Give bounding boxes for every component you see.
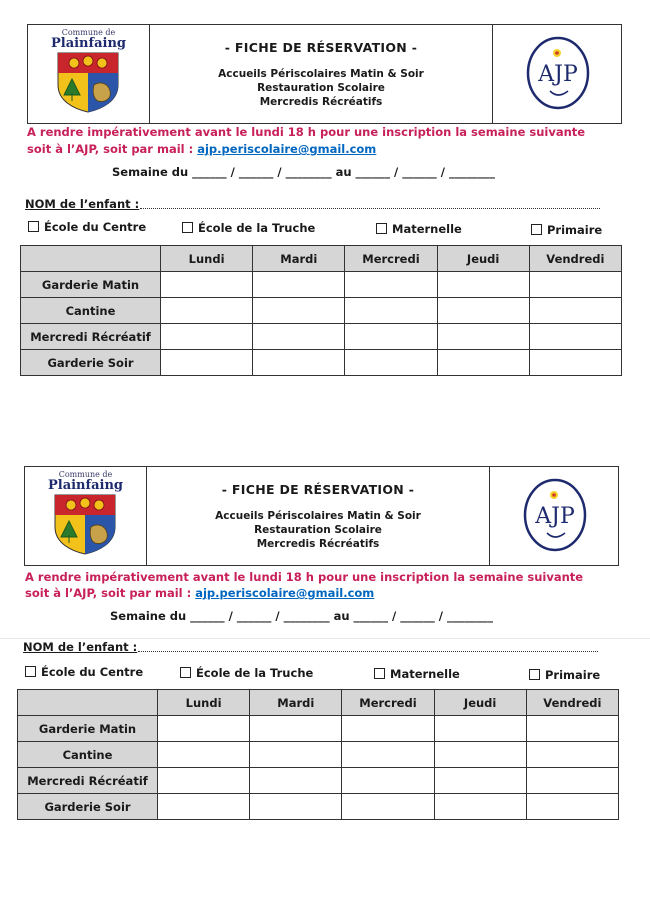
table-corner: [21, 246, 161, 272]
row-label: Mercredi Récréatif: [21, 324, 161, 350]
option-label: Maternelle: [392, 222, 462, 236]
table-header-row: [21, 246, 622, 272]
ajp-letters: AJP: [535, 504, 575, 529]
separator-line: [0, 638, 650, 639]
table-cell[interactable]: [342, 742, 434, 768]
commune-name: Plainfaing: [47, 478, 124, 493]
day-header: Mardi: [250, 690, 342, 716]
checkbox-icon[interactable]: [182, 222, 193, 233]
deadline-line-2: [27, 142, 376, 156]
commune-name: Plainfaing: [50, 36, 127, 51]
table-cell[interactable]: [345, 324, 437, 350]
table-cell[interactable]: [345, 298, 437, 324]
table-cell[interactable]: [437, 324, 529, 350]
table-cell[interactable]: [437, 298, 529, 324]
week-field[interactable]: Semaine du ______ / ______ / ________ au ______ / ______ / ________: [112, 165, 495, 179]
row-label: Garderie Matin: [18, 716, 158, 742]
form-header: [27, 24, 622, 124]
table-row: [18, 742, 619, 768]
table-row: [18, 768, 619, 794]
table-cell[interactable]: [158, 794, 250, 820]
commune-logo-cell: [28, 25, 150, 123]
title-cell: [147, 467, 490, 565]
form-header: [24, 466, 619, 566]
table-cell[interactable]: [253, 298, 345, 324]
title-cell: [150, 25, 493, 123]
row-label: Garderie Soir: [18, 794, 158, 820]
deadline-text: A rendre impérativement avant le lundi 18 h pour une inscription la semaine suivante: [25, 570, 584, 584]
option-ecole-centre[interactable]: [25, 665, 143, 679]
option-maternelle[interactable]: [376, 222, 462, 236]
table-row: [21, 350, 622, 376]
table-cell[interactable]: [529, 350, 621, 376]
table-row: [18, 716, 619, 742]
reservation-table: [17, 689, 619, 820]
day-header: Lundi: [161, 246, 253, 272]
table-cell[interactable]: [529, 298, 621, 324]
email-link[interactable]: ajp.periscolaire@gmail.com: [197, 142, 377, 156]
table-cell[interactable]: [253, 350, 345, 376]
checkbox-icon[interactable]: [529, 669, 540, 680]
ajp-letters: AJP: [538, 62, 578, 87]
table-cell[interactable]: [161, 350, 253, 376]
table-cell[interactable]: [345, 272, 437, 298]
table-cell[interactable]: [158, 742, 250, 768]
ajp-logo-cell: [490, 467, 618, 565]
table-cell[interactable]: [437, 350, 529, 376]
option-ecole-centre[interactable]: [28, 220, 146, 234]
checkbox-icon[interactable]: [531, 224, 542, 235]
coat-of-arms-icon: [53, 493, 117, 555]
day-header: Mercredi: [342, 690, 434, 716]
table-cell[interactable]: [526, 768, 618, 794]
option-label: École de la Truche: [198, 221, 316, 235]
week-field[interactable]: Semaine du ______ / ______ / ________ au ______ / ______ / ________: [110, 609, 493, 623]
ajp-logo-cell: [493, 25, 621, 123]
checkbox-icon[interactable]: [28, 221, 39, 232]
table-cell[interactable]: [253, 324, 345, 350]
table-row: [21, 272, 622, 298]
subtitle-mercredis: Mercredis Récréatifs: [259, 96, 383, 108]
table-cell[interactable]: [526, 742, 618, 768]
child-name-label: NOM de l’enfant :: [25, 197, 140, 211]
form-title: - FICHE DE RÉSERVATION -: [224, 40, 418, 55]
table-row: [18, 794, 619, 820]
option-label: Primaire: [547, 223, 603, 237]
day-header: Vendredi: [529, 246, 621, 272]
table-cell[interactable]: [342, 794, 434, 820]
ajp-logo-icon: [524, 35, 592, 111]
table-cell[interactable]: [250, 768, 342, 794]
row-label: Garderie Matin: [21, 272, 161, 298]
subtitle-restauration: Restauration Scolaire: [254, 524, 382, 536]
table-row: [21, 324, 622, 350]
checkbox-icon[interactable]: [25, 666, 36, 677]
email-link[interactable]: ajp.periscolaire@gmail.com: [195, 586, 375, 600]
row-label: Cantine: [18, 742, 158, 768]
form-title: - FICHE DE RÉSERVATION -: [221, 482, 415, 497]
deadline-prefix: soit à l’AJP, soit par mail :: [25, 586, 192, 600]
option-label: École de la Truche: [196, 666, 314, 680]
table-cell[interactable]: [529, 324, 621, 350]
child-name-field[interactable]: [138, 650, 598, 652]
table-cell[interactable]: [161, 324, 253, 350]
day-header: Mardi: [253, 246, 345, 272]
option-ecole-truche[interactable]: [182, 221, 315, 235]
reservation-table: [20, 245, 622, 376]
table-header-row: [18, 690, 619, 716]
option-label: École du Centre: [44, 220, 147, 234]
deadline-prefix: soit à l’AJP, soit par mail :: [27, 142, 194, 156]
subtitle-accueils: Accueils Périscolaires Matin & Soir: [218, 68, 424, 80]
table-cell[interactable]: [253, 272, 345, 298]
row-label: Mercredi Récréatif: [18, 768, 158, 794]
table-cell[interactable]: [434, 768, 526, 794]
ajp-logo-icon: [521, 477, 589, 553]
table-cell[interactable]: [437, 272, 529, 298]
table-cell[interactable]: [250, 742, 342, 768]
table-cell[interactable]: [434, 716, 526, 742]
table-cell[interactable]: [345, 350, 437, 376]
reservation-form-1: [0, 24, 650, 464]
option-maternelle[interactable]: [374, 667, 460, 681]
option-label: École du Centre: [41, 665, 144, 679]
table-cell[interactable]: [158, 716, 250, 742]
table-cell[interactable]: [342, 768, 434, 794]
option-ecole-truche[interactable]: [180, 666, 313, 680]
option-label: Maternelle: [390, 667, 460, 681]
child-name-label: NOM de l’enfant :: [23, 640, 138, 654]
option-label: Primaire: [545, 668, 601, 682]
checkbox-icon[interactable]: [180, 667, 191, 678]
subtitle-restauration: Restauration Scolaire: [257, 82, 385, 94]
day-header: Lundi: [158, 690, 250, 716]
subtitle-accueils: Accueils Périscolaires Matin & Soir: [215, 510, 421, 522]
table-cell[interactable]: [161, 272, 253, 298]
coat-of-arms-icon: [56, 51, 120, 113]
option-primaire[interactable]: [531, 223, 602, 237]
row-label: Cantine: [21, 298, 161, 324]
table-cell[interactable]: [526, 794, 618, 820]
row-label: Garderie Soir: [21, 350, 161, 376]
day-header: Mercredi: [345, 246, 437, 272]
day-header: Jeudi: [437, 246, 529, 272]
table-cell[interactable]: [434, 794, 526, 820]
table-cell[interactable]: [434, 742, 526, 768]
table-cell[interactable]: [250, 794, 342, 820]
table-cell[interactable]: [250, 716, 342, 742]
checkbox-icon[interactable]: [374, 668, 385, 679]
commune-label: Commune de: [61, 28, 116, 37]
checkbox-icon[interactable]: [376, 223, 387, 234]
table-cell[interactable]: [158, 768, 250, 794]
reservation-form-2: [0, 466, 650, 906]
deadline-text: A rendre impérativement avant le lundi 18 h pour une inscription la semaine suivante: [27, 125, 586, 139]
table-corner: [18, 690, 158, 716]
option-primaire[interactable]: [529, 668, 600, 682]
commune-label: Commune de: [58, 470, 113, 479]
commune-logo-cell: [25, 467, 147, 565]
day-header: Jeudi: [434, 690, 526, 716]
day-header: Vendredi: [526, 690, 618, 716]
child-name-field[interactable]: [140, 207, 600, 209]
table-cell[interactable]: [342, 716, 434, 742]
table-cell[interactable]: [161, 298, 253, 324]
table-cell[interactable]: [529, 272, 621, 298]
table-row: [21, 298, 622, 324]
subtitle-mercredis: Mercredis Récréatifs: [256, 538, 380, 550]
table-cell[interactable]: [526, 716, 618, 742]
deadline-line-2: [25, 586, 374, 600]
